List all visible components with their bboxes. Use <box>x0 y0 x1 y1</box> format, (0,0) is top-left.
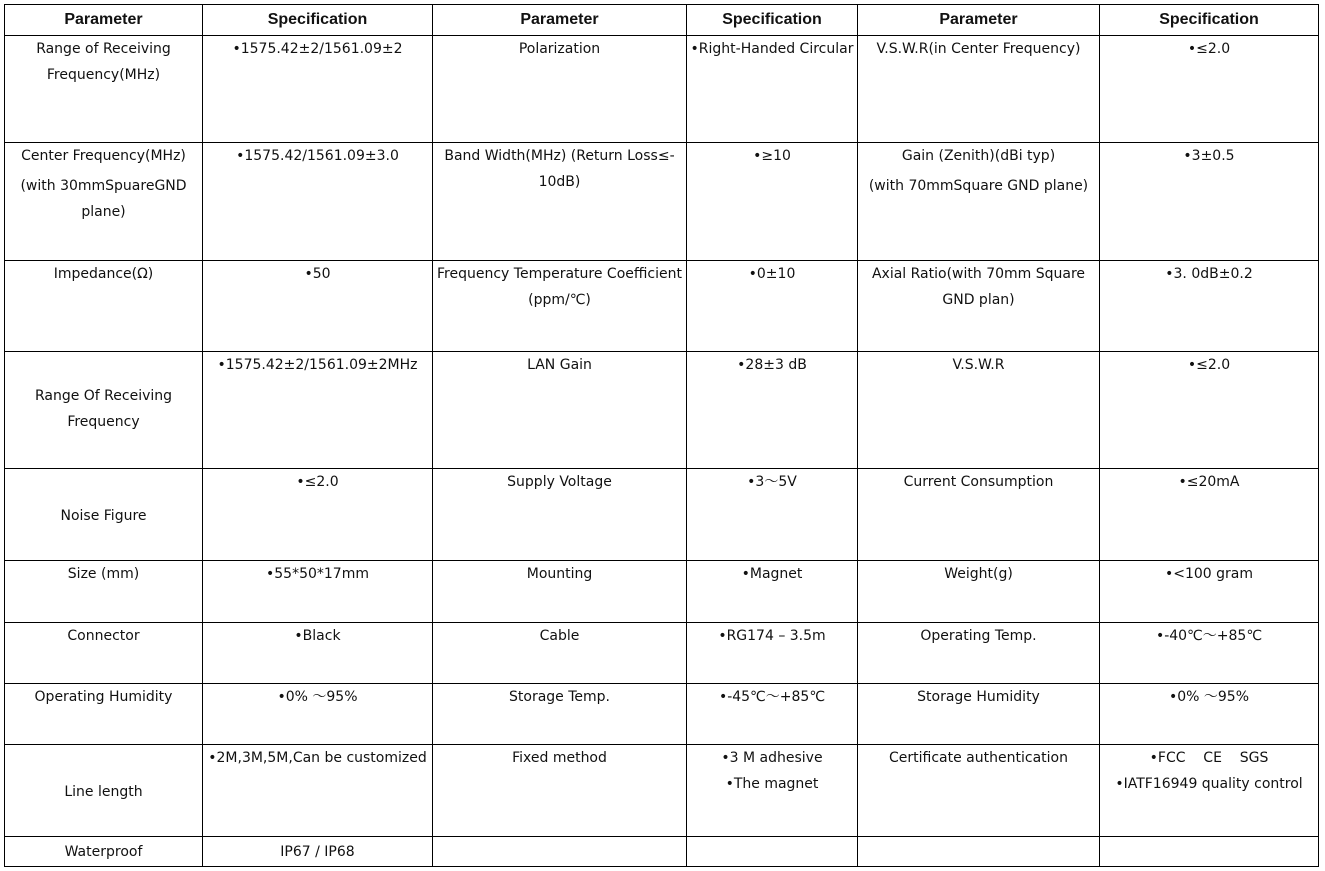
param-cell <box>858 623 1100 684</box>
header-specification-2: Specification <box>687 5 858 36</box>
spec-cell <box>1100 36 1319 143</box>
cell-line: •1575.42±2/1561.09±2 <box>232 41 403 57</box>
cell-line: Range Of Receiving <box>34 388 173 404</box>
param-cell <box>5 623 203 684</box>
cell-line: plane) <box>81 204 126 220</box>
param-cell <box>5 352 203 469</box>
cell-line: •-45℃～+85℃ <box>718 689 826 705</box>
param-cell <box>858 837 1100 867</box>
param-cell <box>858 561 1100 623</box>
param-cell <box>433 36 687 143</box>
cell-line: •0±10 <box>748 266 796 282</box>
cell-line: Frequency <box>67 414 140 430</box>
cell-line: Cable <box>539 628 580 644</box>
cell-line: Connector <box>67 628 140 644</box>
cell-line: •Magnet <box>741 566 803 582</box>
header-parameter-3: Parameter <box>858 5 1100 36</box>
spec-cell <box>203 261 433 352</box>
cell-line: Frequency(MHz) <box>46 67 161 83</box>
spec-cell <box>687 745 858 837</box>
header-specification-1: Specification <box>203 5 433 36</box>
cell-line: •<100 gram <box>1164 566 1254 582</box>
cell-line: •Right-Handed Circular <box>690 41 854 57</box>
cell-line: Fixed method <box>512 750 607 766</box>
cell-line: Line length <box>64 784 143 800</box>
spec-cell <box>687 36 858 143</box>
table-row <box>5 469 1319 561</box>
spec-cell <box>203 143 433 261</box>
cell-line: •-40℃～+85℃ <box>1155 628 1263 644</box>
cell-line: •IATF16949 quality control <box>1115 776 1303 792</box>
cell-line: •1575.42/1561.09±3.0 <box>236 148 399 164</box>
cell-line: •0% ～95% <box>277 689 358 705</box>
table-row <box>5 684 1319 745</box>
param-cell <box>433 837 687 867</box>
spec-cell <box>1100 745 1319 837</box>
spec-cell <box>203 561 433 623</box>
param-cell <box>433 261 687 352</box>
param-cell <box>433 561 687 623</box>
spec-cell <box>1100 469 1319 561</box>
table-row <box>5 837 1319 867</box>
cell-line: LAN Gain <box>527 357 592 373</box>
cell-line: Impedance(Ω) <box>53 266 154 282</box>
spec-cell <box>687 352 858 469</box>
spec-cell <box>687 469 858 561</box>
cell-line: •FCC CE SGS <box>1149 750 1269 766</box>
param-cell <box>433 684 687 745</box>
spec-cell <box>203 745 433 837</box>
cell-line: •RG174 – 3.5m <box>718 628 826 644</box>
cell-line: Size (mm) <box>67 566 140 582</box>
table-row <box>5 623 1319 684</box>
spec-cell <box>687 623 858 684</box>
cell-line: •2M,3M,5M,Can be customized <box>208 750 427 766</box>
cell-line: (ppm/℃) <box>528 292 591 308</box>
cell-line: •3±0.5 <box>1183 148 1235 164</box>
table-row <box>5 261 1319 352</box>
spec-cell <box>687 684 858 745</box>
param-cell <box>858 36 1100 143</box>
cell-line: •≤20mA <box>1178 474 1240 490</box>
param-cell <box>858 352 1100 469</box>
cell-line: •Black <box>294 628 341 644</box>
param-cell <box>433 352 687 469</box>
cell-line: •55*50*17mm <box>266 566 369 582</box>
cell-line: •3. 0dB±0.2 <box>1165 266 1253 282</box>
cell-line: Storage Humidity <box>917 689 1040 705</box>
cell-line: Certificate authentication <box>889 750 1068 766</box>
cell-line: Noise Figure <box>60 508 147 524</box>
param-cell <box>5 684 203 745</box>
param-cell <box>858 261 1100 352</box>
spec-cell <box>203 684 433 745</box>
param-cell <box>433 623 687 684</box>
cell-line: Axial Ratio(with 70mm Square <box>871 266 1086 282</box>
cell-line: •≥10 <box>753 148 791 164</box>
spec-cell <box>687 143 858 261</box>
spec-cell <box>203 36 433 143</box>
cell-line: Current Consumption <box>903 474 1054 490</box>
param-cell <box>858 469 1100 561</box>
cell-line: Mounting <box>526 566 593 582</box>
table-header-row <box>5 5 1319 36</box>
table-row <box>5 143 1319 261</box>
cell-line: •3～5V <box>747 474 797 490</box>
spec-cell <box>687 837 858 867</box>
cell-line: Operating Humidity <box>34 689 173 705</box>
spec-cell <box>203 352 433 469</box>
spec-cell <box>1100 623 1319 684</box>
table-row <box>5 352 1319 469</box>
spec-cell <box>203 623 433 684</box>
header-parameter-2: Parameter <box>433 5 687 36</box>
cell-line: IP67 / IP68 <box>280 843 355 860</box>
cell-line: Center Frequency(MHz) <box>21 148 186 164</box>
cell-line: •≤2.0 <box>1187 357 1231 373</box>
cell-line: •0% ～95% <box>1168 689 1250 705</box>
param-cell <box>858 684 1100 745</box>
cell-line: Operating Temp. <box>920 628 1037 644</box>
cell-line: Frequency Temperature Coefficient <box>437 266 682 282</box>
spec-cell <box>203 837 433 867</box>
param-cell <box>5 261 203 352</box>
param-cell <box>433 143 687 261</box>
spec-cell <box>687 261 858 352</box>
param-cell <box>858 745 1100 837</box>
cell-line: (with 70mmSquare GND plane) <box>868 178 1089 194</box>
cell-line: Polarization <box>518 41 601 57</box>
spec-cell <box>1100 352 1319 469</box>
cell-line: •≤2.0 <box>1187 41 1231 57</box>
cell-line: •28±3 dB <box>737 357 807 373</box>
param-cell <box>5 469 203 561</box>
cell-line: Range of Receiving <box>36 41 171 57</box>
cell-line: •≤2.0 <box>296 474 339 490</box>
param-cell <box>433 745 687 837</box>
cell-line: Band Width(MHz) (Return Loss≤- <box>444 148 675 164</box>
header-specification-3: Specification <box>1100 5 1319 36</box>
header-parameter-1: Parameter <box>5 5 203 36</box>
param-cell <box>5 745 203 837</box>
spec-cell <box>1100 143 1319 261</box>
table-row <box>5 745 1319 837</box>
cell-line: •The magnet <box>725 776 819 792</box>
cell-line: GND plan) <box>942 292 1015 308</box>
cell-line: V.S.W.R(in Center Frequency) <box>876 41 1081 57</box>
cell-line: •50 <box>304 266 331 282</box>
param-cell <box>5 143 203 261</box>
cell-line: 10dB) <box>538 174 581 190</box>
table-row <box>5 561 1319 623</box>
specification-table <box>4 4 1319 867</box>
spec-cell <box>1100 261 1319 352</box>
param-cell <box>5 561 203 623</box>
spec-cell <box>1100 561 1319 623</box>
table-row <box>5 36 1319 143</box>
cell-line: V.S.W.R <box>952 357 1005 373</box>
spec-cell <box>1100 837 1319 867</box>
spec-cell <box>1100 684 1319 745</box>
cell-line: •1575.42±2/1561.09±2MHz <box>217 357 418 373</box>
cell-line: Gain (Zenith)(dBi typ) <box>901 148 1056 164</box>
param-cell <box>858 143 1100 261</box>
param-cell <box>433 469 687 561</box>
spec-cell <box>203 469 433 561</box>
spec-cell <box>687 561 858 623</box>
cell-line: Weight(g) <box>944 566 1013 582</box>
param-cell <box>5 36 203 143</box>
cell-line: Supply Voltage <box>507 474 612 490</box>
cell-line: Storage Temp. <box>509 689 610 705</box>
cell-line: Waterproof <box>64 843 143 860</box>
param-cell <box>5 837 203 867</box>
cell-line: (with 30mmSpuareGND <box>20 178 187 194</box>
cell-line: •3 M adhesive <box>721 750 823 766</box>
